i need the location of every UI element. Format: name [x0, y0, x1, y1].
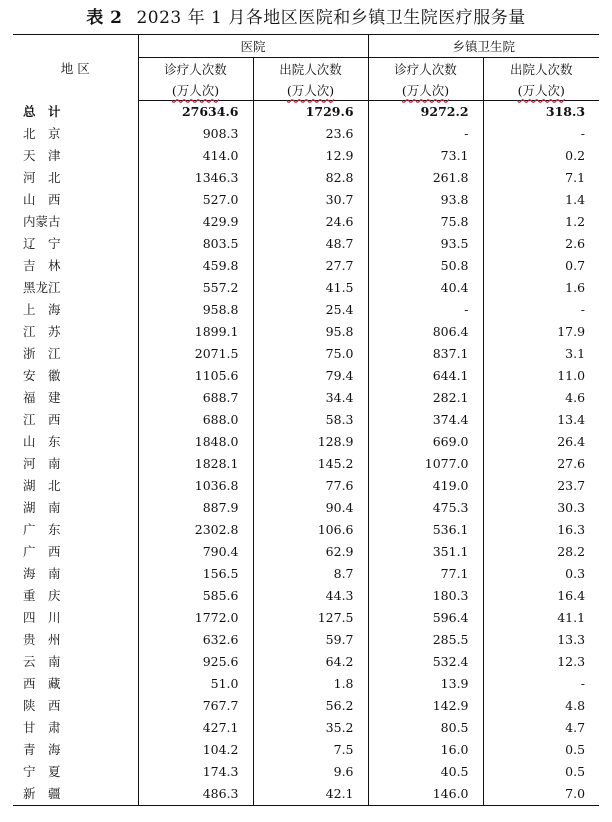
table-cell: 282.1 [368, 387, 483, 409]
region-name: 吉 林 [23, 258, 61, 273]
table-cell: 688.0 [138, 409, 253, 431]
table-cell: 790.4 [138, 541, 253, 563]
table-cell: 0.5 [483, 739, 599, 761]
table-cell: 351.1 [368, 541, 483, 563]
table-cell: 0.5 [483, 761, 599, 783]
table-cell: - [483, 673, 599, 695]
table-cell: 1346.3 [138, 167, 253, 189]
region-name: 山 东 [23, 434, 61, 449]
table-cell: 93.5 [368, 233, 483, 255]
table-cell: 925.6 [138, 651, 253, 673]
table-cell: 106.6 [253, 519, 368, 541]
table-cell: 145.2 [253, 453, 368, 475]
region-name: 浙 江 [23, 346, 61, 361]
region-name: 海 南 [23, 566, 61, 581]
column-unit [368, 80, 483, 101]
table-cell: 16.4 [483, 585, 599, 607]
table-row [13, 783, 599, 806]
table-cell: 23.6 [253, 123, 368, 145]
table-row [13, 695, 599, 717]
table-cell: 73.1 [368, 145, 483, 167]
table-cell: 16.3 [483, 519, 599, 541]
column-header: 诊疗人次数 [368, 58, 483, 81]
table-cell: 9272.2 [368, 101, 483, 124]
table-cell: - [368, 299, 483, 321]
table-cell: 1.6 [483, 277, 599, 299]
table-body [13, 101, 599, 806]
table-cell: 1848.0 [138, 431, 253, 453]
table-cell: 62.9 [253, 541, 368, 563]
table-cell: 803.5 [138, 233, 253, 255]
table-cell: 688.7 [138, 387, 253, 409]
table-cell: 8.7 [253, 563, 368, 585]
table-cell: 2071.5 [138, 343, 253, 365]
table-row [13, 409, 599, 431]
table-cell: 80.5 [368, 717, 483, 739]
region-name: 内蒙古 [23, 214, 61, 229]
table-cell: 77.6 [253, 475, 368, 497]
table-cell: 1772.0 [138, 607, 253, 629]
table-cell: 1105.6 [138, 365, 253, 387]
table-cell: 3.1 [483, 343, 599, 365]
region-name: 江 苏 [23, 324, 61, 339]
table-row [13, 321, 599, 343]
table-cell: 146.0 [368, 783, 483, 806]
table-row [13, 453, 599, 475]
region-name: 天 津 [23, 148, 61, 163]
table-cell: 30.7 [253, 189, 368, 211]
table-cell: 837.1 [368, 343, 483, 365]
table-title [0, 4, 612, 32]
table-cell: 4.8 [483, 695, 599, 717]
table-cell: 536.1 [368, 519, 483, 541]
table-header [13, 35, 599, 101]
table-cell: 27634.6 [138, 101, 253, 124]
table-row [13, 365, 599, 387]
table-cell: 41.1 [483, 607, 599, 629]
table-cell: - [483, 123, 599, 145]
table-cell: 75.8 [368, 211, 483, 233]
unit-label: (万人次) [517, 83, 565, 98]
table-cell: 23.7 [483, 475, 599, 497]
table-cell: 9.6 [253, 761, 368, 783]
table-title-text: 2023 年 1 月各地区医院和乡镇卫生院医疗服务量 [136, 8, 526, 28]
region-name: 西 藏 [23, 676, 61, 691]
table-cell: 59.7 [253, 629, 368, 651]
table-cell: - [483, 299, 599, 321]
unit-label: (万人次) [401, 83, 450, 98]
table-row [13, 717, 599, 739]
table-row [13, 431, 599, 453]
table-cell: 0.3 [483, 563, 599, 585]
region-name: 上 海 [23, 302, 61, 317]
table-cell: 35.2 [253, 717, 368, 739]
region-name: 湖 南 [23, 500, 61, 515]
region-name: 重 庆 [23, 588, 61, 603]
table-cell: 82.8 [253, 167, 368, 189]
table-cell: 374.4 [368, 409, 483, 431]
hospital-service-table [13, 34, 599, 806]
region-name: 新 疆 [13, 783, 138, 806]
column-header: 出院人次数 [483, 58, 599, 81]
region-name: 陕 西 [23, 698, 61, 713]
table-cell: 40.4 [368, 277, 483, 299]
table-cell: 51.0 [138, 673, 253, 695]
table-cell: 40.5 [368, 761, 483, 783]
table-cell: 419.0 [368, 475, 483, 497]
table-cell: 1.2 [483, 211, 599, 233]
group-header-township: 乡镇卫生院 [368, 35, 599, 58]
table-cell: 1729.6 [253, 101, 368, 124]
table-row [13, 607, 599, 629]
table-cell: 90.4 [253, 497, 368, 519]
table-cell: 908.3 [138, 123, 253, 145]
table-cell: 77.1 [368, 563, 483, 585]
table-cell: 7.5 [253, 739, 368, 761]
table-row [13, 739, 599, 761]
region-name: 辽 宁 [23, 236, 61, 251]
table-cell: 285.5 [368, 629, 483, 651]
table-cell: 25.4 [253, 299, 368, 321]
table-row [13, 167, 599, 189]
table-cell: 887.9 [138, 497, 253, 519]
region-name: 广 西 [23, 544, 61, 559]
table-cell: 459.8 [138, 255, 253, 277]
region-header-label: 地 区 [60, 60, 90, 76]
table-number: 表 2 [86, 8, 123, 28]
table-cell: 75.0 [253, 343, 368, 365]
table-cell: 318.3 [483, 101, 599, 124]
region-name: 山 西 [23, 192, 61, 207]
region-name: 青 海 [23, 742, 61, 757]
table-cell: 557.2 [138, 277, 253, 299]
table-cell: 261.8 [368, 167, 483, 189]
table-cell: 958.8 [138, 299, 253, 321]
table-cell: 64.2 [253, 651, 368, 673]
region-name: 江 西 [23, 412, 61, 427]
table-row [13, 233, 599, 255]
table-cell: 104.2 [138, 739, 253, 761]
table-cell: 596.4 [368, 607, 483, 629]
table-cell: 11.0 [483, 365, 599, 387]
table-cell: 0.7 [483, 255, 599, 277]
table-cell: 42.1 [253, 783, 368, 806]
region-name: 甘 肃 [23, 720, 61, 735]
table-cell: 532.4 [368, 651, 483, 673]
table-row [13, 761, 599, 783]
table-cell: 644.1 [368, 365, 483, 387]
table-cell: 486.3 [138, 783, 253, 806]
table-cell: 427.1 [138, 717, 253, 739]
region-name: 湖 北 [23, 478, 61, 493]
unit-label: (万人次) [171, 83, 220, 98]
table-cell: 128.9 [253, 431, 368, 453]
table-cell: 16.0 [368, 739, 483, 761]
table-cell: 632.6 [138, 629, 253, 651]
table-cell: 767.7 [138, 695, 253, 717]
table-cell: 7.1 [483, 167, 599, 189]
column-unit [483, 80, 599, 101]
table-row [13, 563, 599, 585]
table-cell: 27.6 [483, 453, 599, 475]
table-cell: 1036.8 [138, 475, 253, 497]
unit-label: (万人次) [286, 83, 335, 98]
table-cell: 13.9 [368, 673, 483, 695]
table-cell: - [368, 123, 483, 145]
table-cell: 475.3 [368, 497, 483, 519]
table-cell: 12.9 [253, 145, 368, 167]
table-row [13, 497, 599, 519]
table-cell: 34.4 [253, 387, 368, 409]
table-cell: 95.8 [253, 321, 368, 343]
region-name: 四 川 [23, 610, 61, 625]
table-row [13, 519, 599, 541]
table-cell: 13.3 [483, 629, 599, 651]
region-name: 福 建 [23, 390, 61, 405]
table-cell: 28.2 [483, 541, 599, 563]
table-cell: 127.5 [253, 607, 368, 629]
table-cell: 142.9 [368, 695, 483, 717]
column-unit [138, 80, 253, 101]
table-cell: 12.3 [483, 651, 599, 673]
table-cell: 669.0 [368, 431, 483, 453]
table-row [13, 387, 599, 409]
table-cell: 1.8 [253, 673, 368, 695]
table-cell: 1828.1 [138, 453, 253, 475]
region-name: 云 南 [23, 654, 61, 669]
table-cell: 527.0 [138, 189, 253, 211]
column-unit [253, 80, 368, 101]
table-row [13, 211, 599, 233]
region-name: 宁 夏 [23, 764, 61, 779]
table-row [13, 629, 599, 651]
table-cell: 806.4 [368, 321, 483, 343]
table-cell: 58.3 [253, 409, 368, 431]
table-cell: 50.8 [368, 255, 483, 277]
table-cell: 4.7 [483, 717, 599, 739]
region-name: 河 北 [23, 170, 61, 185]
table-row [13, 299, 599, 321]
table-cell: 24.6 [253, 211, 368, 233]
table-row [13, 541, 599, 563]
table-cell: 44.3 [253, 585, 368, 607]
table-row [13, 651, 599, 673]
table-cell: 4.6 [483, 387, 599, 409]
table-row [13, 123, 599, 145]
column-header: 出院人次数 [253, 58, 368, 81]
table-row [13, 277, 599, 299]
table-row [13, 475, 599, 497]
table-cell: 1.4 [483, 189, 599, 211]
region-name: 广 东 [23, 522, 61, 537]
table-cell: 1899.1 [138, 321, 253, 343]
table-cell: 56.2 [253, 695, 368, 717]
table-cell: 0.2 [483, 145, 599, 167]
region-name: 贵 州 [23, 632, 61, 647]
table-cell: 48.7 [253, 233, 368, 255]
table-cell: 156.5 [138, 563, 253, 585]
table-cell: 27.7 [253, 255, 368, 277]
table-cell: 7.0 [483, 783, 599, 806]
table-cell: 414.0 [138, 145, 253, 167]
table-cell: 30.3 [483, 497, 599, 519]
table-row [13, 673, 599, 695]
table-row [13, 189, 599, 211]
table-cell: 429.9 [138, 211, 253, 233]
table-cell: 17.9 [483, 321, 599, 343]
table-row [13, 255, 599, 277]
region-header [13, 35, 138, 101]
table-cell: 1077.0 [368, 453, 483, 475]
table-cell: 79.4 [253, 365, 368, 387]
table-cell: 13.4 [483, 409, 599, 431]
table-cell: 585.6 [138, 585, 253, 607]
region-name: 北 京 [23, 126, 61, 141]
table-row [13, 343, 599, 365]
group-header-hospital: 医院 [138, 35, 368, 58]
region-name: 河 南 [23, 456, 61, 471]
region-name: 总 计 [23, 103, 61, 119]
table-row [13, 145, 599, 167]
table-cell: 26.4 [483, 431, 599, 453]
total-row [13, 101, 599, 124]
region-name: 黑龙江 [23, 280, 61, 295]
table-cell: 93.8 [368, 189, 483, 211]
column-header: 诊疗人次数 [138, 58, 253, 81]
region-name: 安 徽 [23, 368, 61, 383]
table-row [13, 585, 599, 607]
table-cell: 180.3 [368, 585, 483, 607]
table-cell: 2.6 [483, 233, 599, 255]
table-cell: 2302.8 [138, 519, 253, 541]
table-cell: 41.5 [253, 277, 368, 299]
table-cell: 174.3 [138, 761, 253, 783]
